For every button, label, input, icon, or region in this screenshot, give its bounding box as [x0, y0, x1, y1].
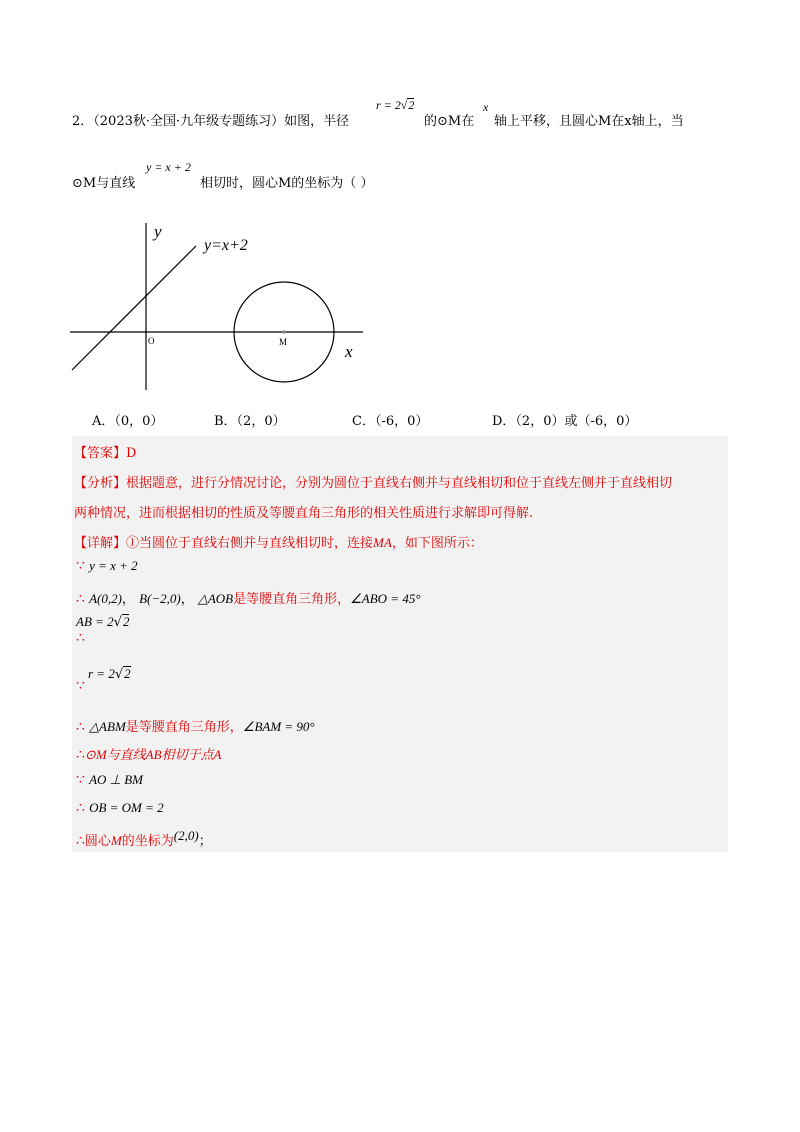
point-b: B(−2,0) — [139, 591, 181, 606]
therefore-symbol-5: ∴ — [76, 719, 85, 735]
line-label: y=x+2 — [204, 237, 248, 254]
triangle-aob: △AOB — [197, 591, 234, 606]
answer-line — [74, 442, 136, 461]
ab-eq: AB = 2 — [76, 614, 114, 629]
option-d[interactable]: D．（2，0）或（-6，0） — [492, 414, 638, 429]
analysis-line-1 — [74, 472, 672, 491]
step-4-symbol — [76, 678, 85, 694]
analysis-text-1: 根据题意，进行分情况讨论，分别为圆位于直线右侧并与直线相切和位于直线左侧并于直线相切 — [126, 476, 673, 491]
question-text-e: 相切时，圆心M的坐标为（ ） — [200, 176, 374, 191]
because-symbol-4: ∵ — [76, 678, 85, 694]
therefore-symbol-3: ∴ — [76, 630, 85, 646]
detail-intro — [74, 532, 483, 551]
because-symbol-7: ∵ — [76, 772, 85, 788]
center-point-m — [282, 330, 286, 334]
option-c[interactable]: C．（-6，0） — [352, 414, 429, 429]
angle-bam: ∠BAM = 90° — [242, 719, 315, 734]
line-equation: y = x + 2 — [146, 160, 191, 174]
step-3-eq: AB = 2√2 — [76, 614, 130, 630]
step-8-eq: OB = OM = 2 — [89, 800, 164, 815]
step-6-text: ⊙M与直线AB相切于点A — [84, 747, 222, 762]
y-axis-label: y — [154, 222, 162, 241]
option-a[interactable]: A．（0，0） — [92, 414, 164, 429]
step-7 — [76, 772, 143, 788]
option-b[interactable]: B．（2，0） — [214, 414, 286, 429]
coordinate-figure — [60, 215, 380, 400]
step-1-eq: y = x + 2 — [89, 558, 138, 573]
therefore-symbol-8: ∴ — [76, 800, 85, 816]
step-9 — [76, 830, 212, 849]
center-label: M — [279, 337, 288, 347]
question-line-1 — [72, 110, 349, 129]
r-eq: r = 2 — [88, 666, 115, 681]
because-symbol: ∵ — [76, 558, 85, 574]
step-1 — [76, 558, 138, 574]
question-text-c: 轴上平移，且圆心M在x轴上，当 — [494, 114, 684, 129]
step-4-eq: r = 2√2 — [88, 666, 131, 682]
step-9-end: ； — [198, 834, 212, 849]
question-text-d: ⊙M与直线 — [72, 176, 136, 191]
step-6 — [76, 744, 221, 763]
question-text: 如图，半径 — [284, 114, 350, 129]
r-root: 2 — [124, 666, 131, 681]
therefore-symbol-6: ∴ — [76, 747, 85, 763]
therefore-symbol-9: ∴ — [76, 833, 85, 849]
step-7-eq: AO ⊥ BM — [89, 772, 143, 787]
line-y-x-plus-2 — [72, 246, 196, 370]
ab-root: 2 — [122, 614, 130, 629]
x-axis-label: x — [345, 342, 353, 361]
radius-root: 2 — [408, 98, 415, 112]
step-9-text-b: 的坐标为 — [121, 834, 174, 849]
analysis-tag: 【分析】 — [74, 476, 127, 491]
radius-formula-text: r = 2 — [376, 98, 401, 112]
answer-tag: 【答案】 — [74, 446, 127, 461]
step-5 — [76, 716, 315, 735]
radius-formula: r = 2√2 — [376, 98, 415, 112]
question-text-b-span: 的⊙M在 — [424, 114, 475, 129]
detail-intro-end: ，如下图所示： — [391, 536, 483, 551]
triangle-abm: △ABM — [89, 719, 126, 734]
origin-label: O — [148, 336, 155, 346]
step-2-text: 是等腰直角三角形， — [233, 592, 351, 607]
x-variable: x — [483, 100, 489, 114]
step-8 — [76, 800, 164, 816]
answer-value: D — [126, 446, 137, 461]
step-9-m: M — [110, 833, 122, 848]
question-source: （2023秋·全国·九年级专题练习） — [93, 114, 285, 129]
analysis-line-2: 两种情况，进而根据相切的性质及等腰直角三角形的相关性质进行求解即可得解. — [74, 506, 534, 521]
step-3-symbol — [76, 630, 85, 646]
detail-intro-ma: MA — [373, 535, 392, 550]
question-number: 2． — [72, 114, 94, 129]
step-9-text-a: 圆心 — [84, 834, 111, 849]
step-2: ∴ A(0,2)， B(−2,0)， △AOB是等腰直角三角形，∠ABO = 45° — [76, 591, 421, 607]
step-5-text: 是等腰直角三角形， — [125, 720, 243, 735]
detail-intro-text: ①当圆位于直线右侧并与直线相切时，连接 — [126, 536, 374, 551]
question-text-b — [424, 110, 474, 129]
therefore-symbol: ∴ — [76, 591, 85, 607]
center-coordinate: (2,0) — [173, 828, 199, 843]
angle-abo: ∠ABO = 45° — [350, 591, 421, 606]
solution-box — [72, 436, 728, 852]
detail-tag: 【详解】 — [74, 536, 127, 551]
point-a: A(0,2) — [89, 591, 122, 606]
